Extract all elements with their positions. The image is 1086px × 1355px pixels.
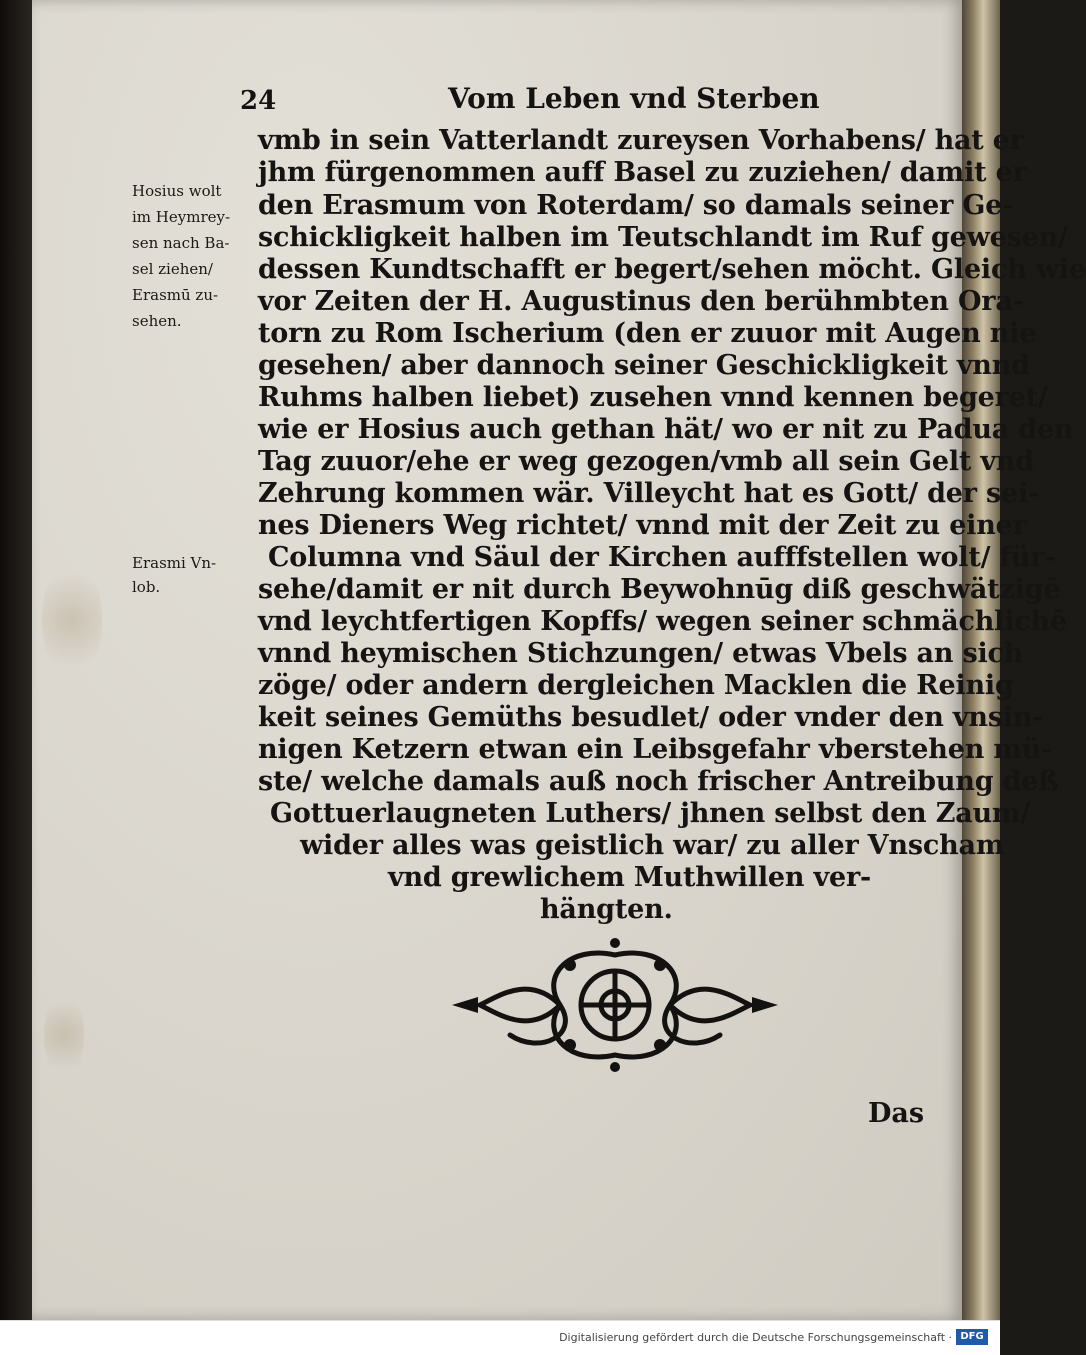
running-title: Vom Leben vnd Sterben xyxy=(448,82,820,115)
margin-note-line: im Heymrey- xyxy=(132,208,231,226)
margin-note-line: Erasmū zu- xyxy=(132,286,219,304)
book-spine-shadow xyxy=(0,0,32,1320)
catchword: Das xyxy=(868,1098,925,1129)
text-line: hängten. xyxy=(540,894,673,925)
text-line: torn zu Rom Ischerium (den er zuuor mit Augen nie xyxy=(258,318,1037,349)
paper-stain xyxy=(42,560,102,680)
text-line: dessen Kundtschafft er begert/sehen möcht. Gleich wie xyxy=(258,254,1086,285)
text-line: Ruhms halben liebet) zusehen vnnd kennen begeret/ xyxy=(258,382,1048,413)
text-line: gesehen/ aber dannoch seiner Geschickligkeit vnnd xyxy=(258,350,1030,381)
text-line: nes Dieners Weg richtet/ vnnd mit der Zeit zu einer xyxy=(258,510,1027,541)
text-line: Gottuerlaugneten Luthers/ jhnen selbst den Zaum/ xyxy=(270,798,1030,829)
text-line: keit seines Gemüths besudlet/ oder vnder den vnsin- xyxy=(258,702,1044,733)
footer-bar xyxy=(0,1320,1000,1355)
text-line: Tag zuuor/ehe er weg gezogen/vmb all sein Gelt vnd xyxy=(258,446,1034,477)
text-line: jhm fürgenommen auff Basel zu zuziehen/ damit er xyxy=(258,157,1027,188)
text-line: zöge/ oder andern dergleichen Macklen die Reinig xyxy=(258,670,1014,701)
text-line: wie er Hosius auch gethan hät/ wo er nit zu Padua den xyxy=(258,414,1074,445)
paper-stain xyxy=(44,990,84,1080)
text-line: Columna vnd Säul der Kirchen aufffstellen wolt/ für- xyxy=(268,542,1056,573)
dfg-logo[interactable]: DFG xyxy=(956,1329,988,1345)
text-line: den Erasmum von Roterdam/ so damals seiner Ge- xyxy=(258,190,1014,221)
text-line: ste/ welche damals auß noch frischer Antreibung deß xyxy=(258,766,1059,797)
text-line: Zehrung kommen wär. Villeycht hat es Gott/ der sei- xyxy=(258,478,1040,509)
funding-notice: Digitalisierung gefördert durch die Deutsche Forschungsgemeinschaft · xyxy=(559,1331,952,1344)
text-line: vmb in sein Vatterlandt zureysen Vorhabens/ hat er xyxy=(258,125,1024,156)
margin-note-line: lob. xyxy=(132,578,161,596)
text-line: schickligkeit halben im Teutschlandt im Ruf gewesen/ xyxy=(258,222,1068,253)
text-line: vnnd heymischen Stichzungen/ etwas Vbels an sich xyxy=(258,638,1024,669)
margin-note-line: Erasmi Vn- xyxy=(132,554,217,572)
margin-note-line: sel ziehen/ xyxy=(132,260,213,278)
margin-note-line: sen nach Ba- xyxy=(132,234,230,252)
text-line: vnd leychtfertigen Kopffs/ wegen seiner schmächlichē xyxy=(258,606,1067,637)
decorative-ornament xyxy=(450,935,780,1075)
margin-note-line: Hosius wolt xyxy=(132,182,222,200)
page-number: 24 xyxy=(240,86,277,116)
text-line: vnd grewlichem Muthwillen ver- xyxy=(388,862,871,893)
margin-note-line: sehen. xyxy=(132,312,182,330)
running-head xyxy=(240,78,890,118)
text-line: wider alles was geistlich war/ zu aller Vnscham xyxy=(300,830,1005,861)
text-line: vor Zeiten der H. Augustinus den berühmbten Ora- xyxy=(258,286,1024,317)
text-line: nigen Ketzern etwan ein Leibsgefahr vberstehen mü- xyxy=(258,734,1053,765)
text-line: sehe/damit er nit durch Beywohnūg diß geschwätzigē xyxy=(258,574,1061,605)
